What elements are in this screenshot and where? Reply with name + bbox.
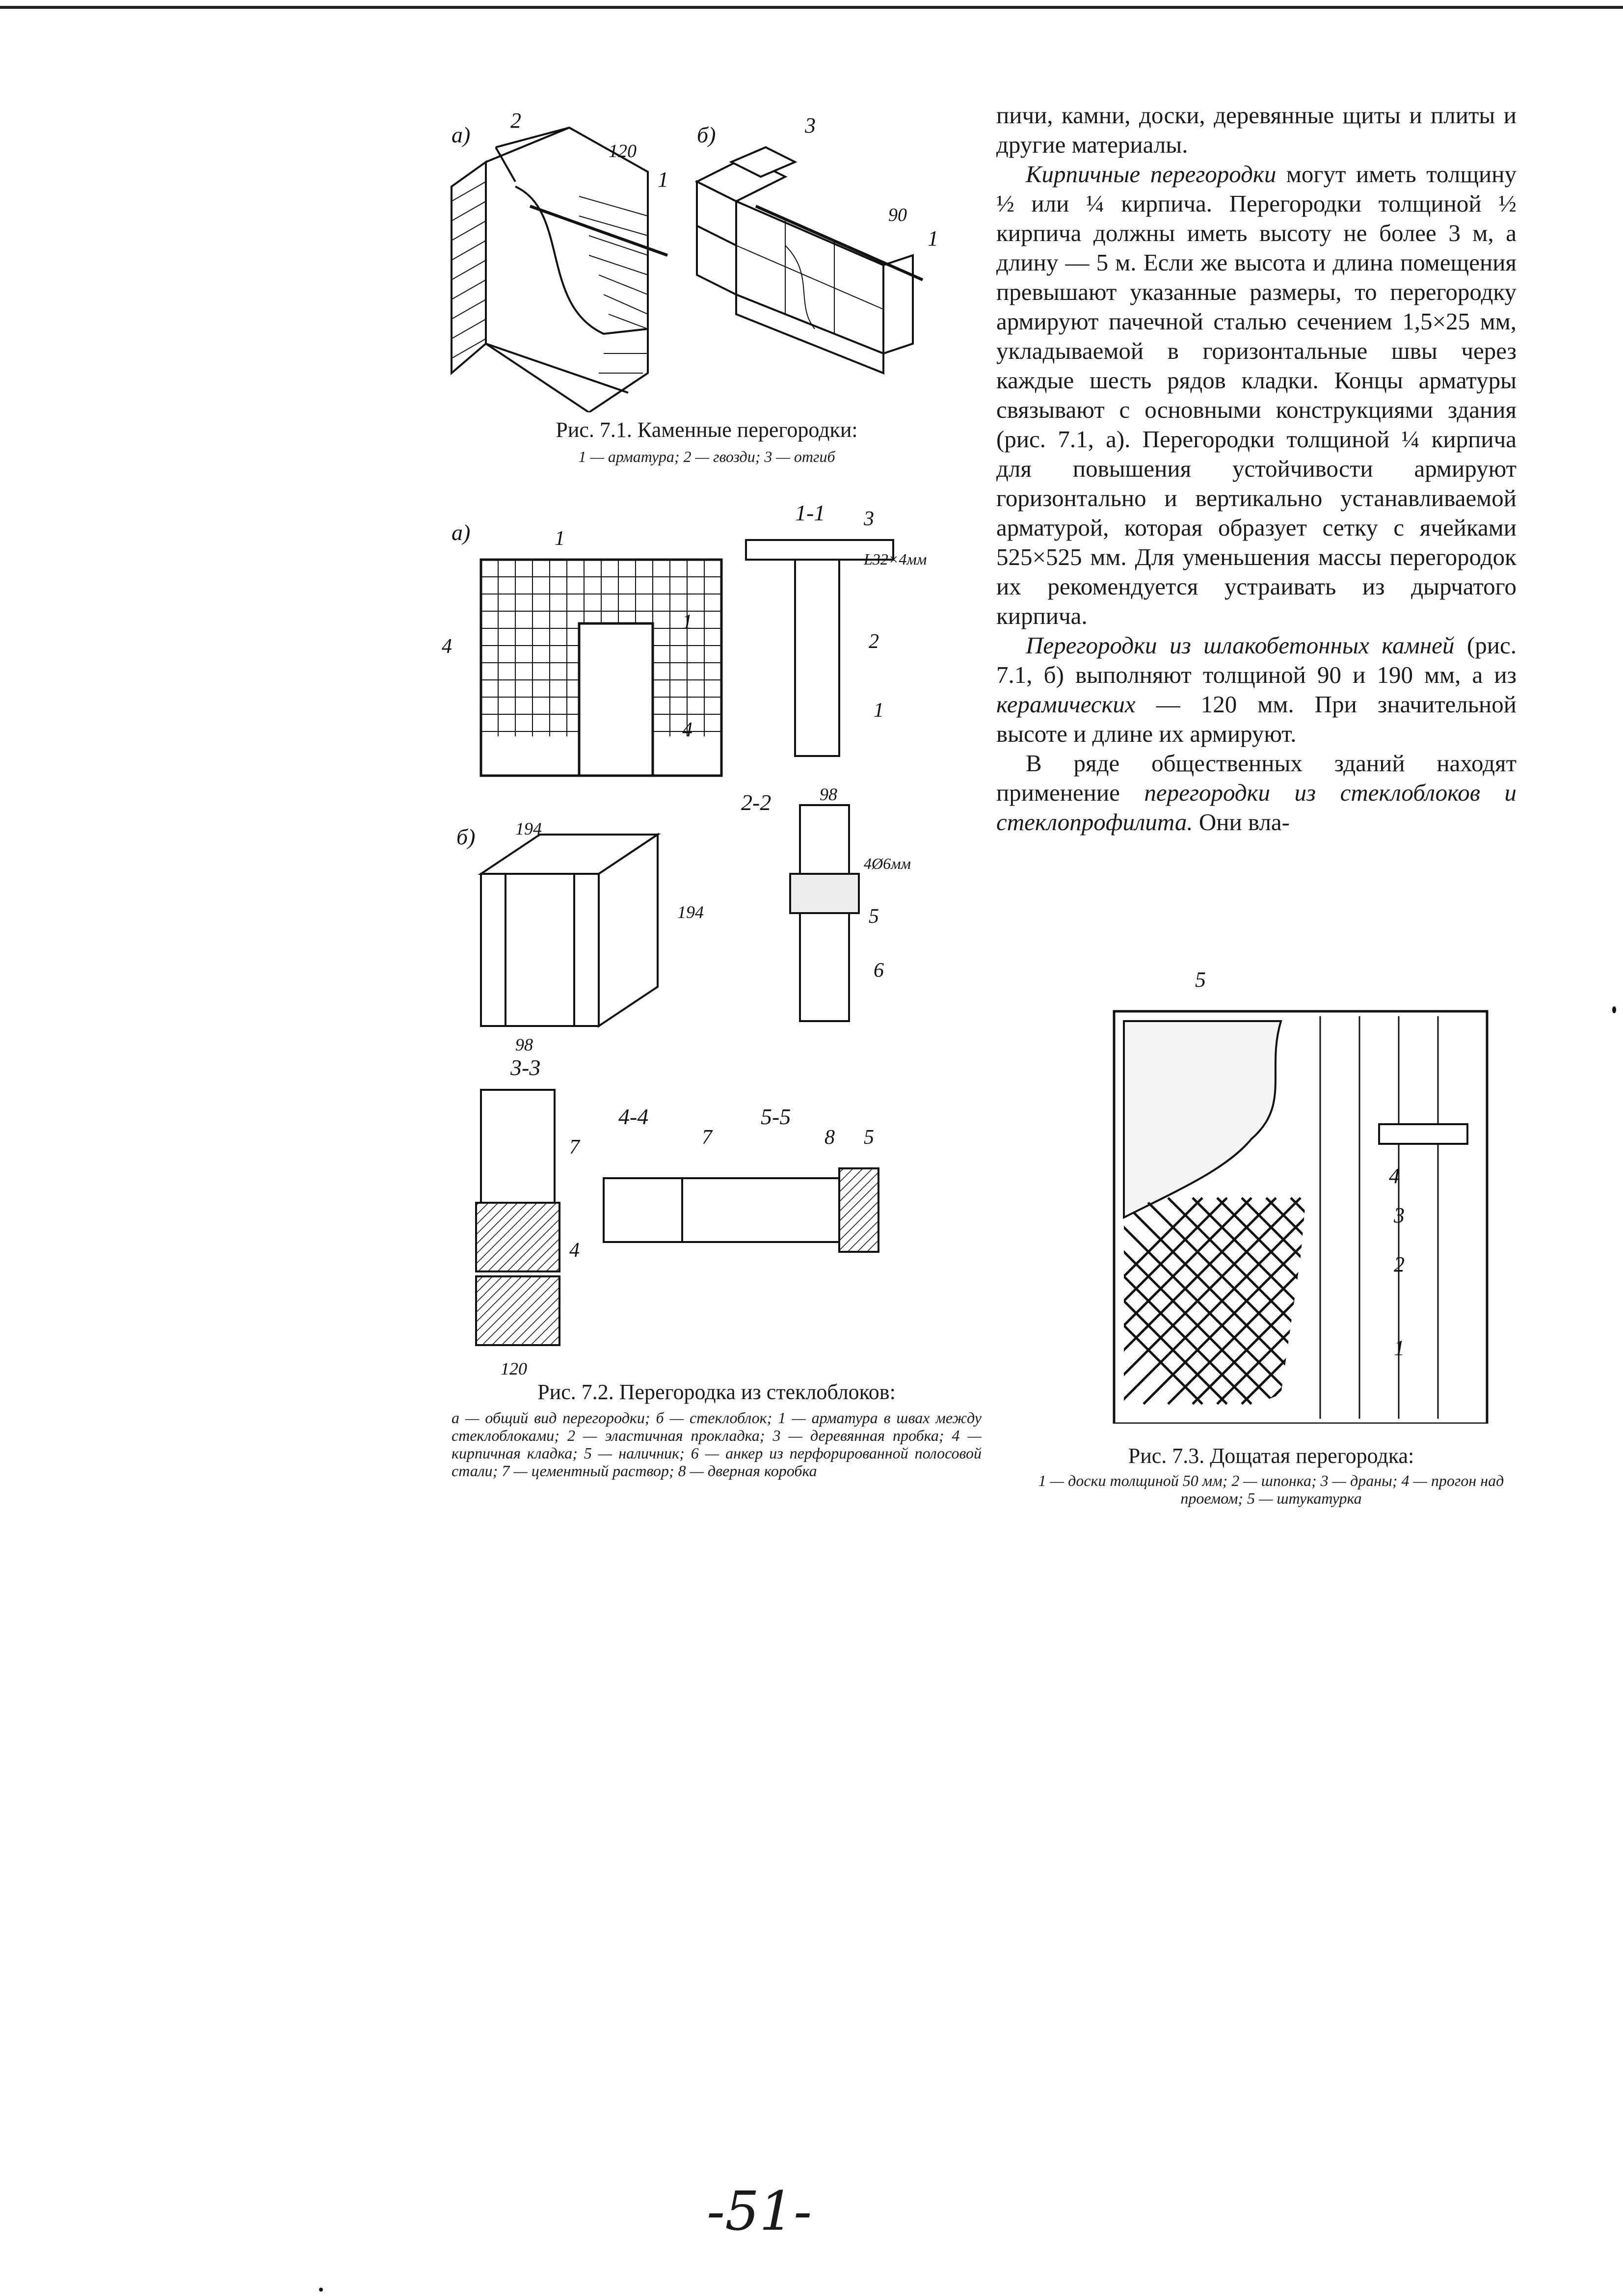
fig71-num-1b: 1 [928,226,938,250]
fig71-num-3: 3 [805,113,816,137]
fig72-num-4-b: 4 [569,1239,580,1262]
fig71-label-b: б) [697,122,716,147]
fig72-num-7-b: 7 [702,1126,712,1149]
fig72-angle: L32×4мм [864,550,927,568]
fig72-sec-22: 2-2 [741,790,772,815]
term-glass-block: перегородки из стеклоблоков и стеклопрофилита. [996,779,1517,836]
term-ceramic: керамических [996,691,1136,718]
figure-7-3 [1104,962,1497,1424]
fig71-dim-120: 120 [609,141,637,162]
paragraph-4-text: Они вла- [1193,809,1290,836]
fig72-num-8: 8 [825,1126,835,1149]
fig72-num-1-a: 1 [682,611,692,633]
paragraph-4-start: В ряде общественных зданий находят применение [996,750,1517,806]
paragraph-3-text: — 120 мм. При значительной высоте и длине их армируют. [996,691,1517,747]
fig72-glass-block [481,835,658,1026]
fig73-num-4: 4 [1389,1164,1400,1188]
fig72-num-4-mark: 4 [442,635,452,658]
fig71-num-2: 2 [510,108,521,133]
paragraph-3 [996,631,1517,749]
fig72-anchor [790,874,859,913]
fig72-sec-11: 1-1 [795,500,825,525]
fig72-num-6: 6 [874,959,884,982]
fig72-num-1-b: 1 [874,699,884,722]
fig71-num-1a: 1 [658,167,668,191]
fig72-section-33 [481,1090,555,1203]
fig73-plaster [1124,1021,1281,1217]
paragraph-1: пичи, камни, доски, деревянные щиты и плиты и другие материалы. [996,102,1517,158]
fig71-brick-wall [452,128,648,412]
fig72-num-3-a: 3 [864,508,874,530]
fig72-dim-98-b: 98 [515,1035,533,1054]
term-slag-concrete: Перегородки из шлакобетонных камней [1026,632,1455,659]
fig71-caption-title: Рис. 7.1. Каменные перегородки: [556,418,858,442]
paragraph-2 [996,160,1517,631]
fig71-dim-90: 90 [888,205,907,225]
fig72-rebar: 4Ø6мм [864,855,911,872]
fig72-caption-legend: а — общий вид перегородки; б — стеклоблок; 1 — арматура в швах между стеклоблоками; 2 — эластичная прокладка; 3 — деревянная пробка; 4 — кирпичная кладка; 5 — наличник; 6 — анкер из перфорированной полосовой стали; 7 — цементный раствор; 8 — дверная коробка [452,1409,982,1480]
top-rule [0,6,1623,9]
fig72-glass-column [795,560,839,756]
fig71-caption-legend: 1 — арматура; 2 — гвозди; 3 — отгиб [578,448,835,465]
fig72-door [579,623,653,776]
fig73-lintel [1379,1124,1467,1144]
fig73-boards [1320,1016,1438,1419]
fig72-brick-b [476,1276,559,1345]
figure-7-2 [442,491,991,1375]
fig72-num-1-mark: 1 [555,527,565,550]
fig72-num-5-a: 5 [869,905,879,928]
body-text-column [996,101,1517,837]
fig73-num-5: 5 [1195,968,1206,992]
fig72-dim-120: 120 [501,1359,527,1375]
fig72-num-5-b: 5 [864,1126,874,1149]
fig72-door-frame [839,1168,878,1252]
scan-speck [1612,1006,1616,1013]
fig72-section-44 [604,1178,682,1242]
fig72-num-7-a: 7 [569,1136,580,1159]
fig72-brick-a [476,1203,559,1271]
fig72-dim-194-b: 194 [677,902,704,922]
term-brick-partitions: Кирпичные перегородки [1026,161,1277,188]
fig72-sec-44: 4-4 [618,1104,649,1129]
fig72-num-4-a: 4 [682,719,692,741]
fig72-label-a: а) [452,520,471,545]
fig72-label-b: б) [456,824,476,849]
fig72-sec-55: 5-5 [761,1104,791,1129]
fig72-dim-194-a: 194 [515,819,542,838]
fig72-dim-98-a: 98 [820,784,837,804]
scan-speck [319,2288,323,2292]
fig73-num-2: 2 [1394,1252,1405,1276]
fig73-caption-title: Рис. 7.3. Дощатая перегородка: [1128,1444,1414,1468]
paragraph-3-mid: (рис. 7.1, б) выполняют толщиной 90 и 190 мм, а из [996,632,1517,688]
fig72-section-55 [682,1178,839,1242]
fig71-label-a: а) [452,122,471,147]
page-number: -51- [707,2180,812,2242]
fig73-caption-legend: 1 — доски толщиной 50 мм; 2 — шпонка; 3 — драны; 4 — прогон над проемом; 5 — штукатурка [1038,1472,1504,1507]
fig72-caption-title: Рис. 7.2. Перегородка из стеклоблоков: [537,1380,896,1404]
fig72-num-2-a: 2 [869,630,879,653]
paragraph-4 [996,749,1517,837]
paragraph-2-text: могут иметь толщину ½ или ¼ кирпича. Перегородки толщиной ½ кирпича должны иметь высоту не более 3 м, а длину — 5 м. Если же высота и длина помещения превышают указанные размеры, то перегородку армируют пачечной сталью сечением 1,5×25 мм, укладываемой в горизонтальные швы через каждые шесть рядов кладки. Концы арматуры связывают с основными конструкциями здания (рис. 7.1, а). Перегородки толщиной ¼ кирпича для повышения устойчивости армируют горизонтально и вертикально устанавливаемой арматурой, которая образует сетку с ячейками 525×525 мм. Для уменьшения массы перегородок их рекомендуется устраивать из дырчатого кирпича. [996,161,1517,629]
fig73-num-3: 3 [1394,1203,1405,1227]
fig73-num-1: 1 [1394,1336,1405,1360]
figure-7-1 [442,98,982,412]
fig72-sec-33: 3-3 [510,1055,541,1080]
